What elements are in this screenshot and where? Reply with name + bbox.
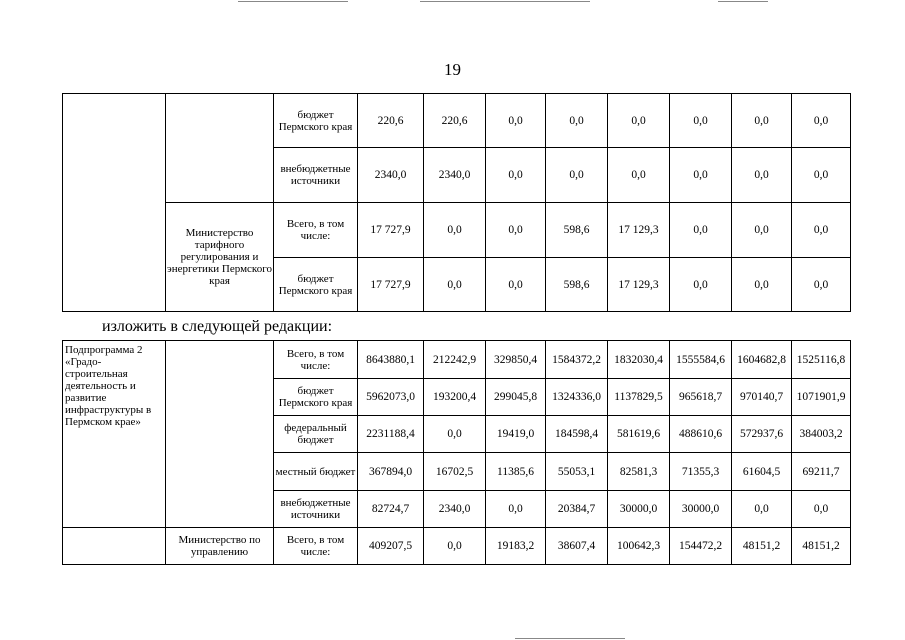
value-cell: 0,0 xyxy=(486,491,546,528)
value-cell: 1525116,8 xyxy=(792,341,851,379)
value-cell: 0,0 xyxy=(424,528,486,565)
page-number: 19 xyxy=(444,60,461,79)
value-cell: 0,0 xyxy=(732,203,792,258)
value-cell: 17 727,9 xyxy=(358,203,424,258)
value-cell: 100642,3 xyxy=(608,528,670,565)
value-cell: 299045,8 xyxy=(486,379,546,416)
value-cell: 0,0 xyxy=(486,258,546,312)
value-cell: 0,0 xyxy=(608,148,670,203)
value-cell: 55053,1 xyxy=(546,453,608,491)
value-cell: 0,0 xyxy=(732,148,792,203)
scan-line-top-left xyxy=(238,1,348,2)
value-cell: 11385,6 xyxy=(486,453,546,491)
value-cell: 0,0 xyxy=(486,94,546,148)
program-cell xyxy=(63,94,166,312)
value-cell: 1555584,6 xyxy=(670,341,732,379)
program-cell xyxy=(63,528,166,565)
value-cell: 1071901,9 xyxy=(792,379,851,416)
value-cell: 220,6 xyxy=(358,94,424,148)
program-cell: Подпрограмма 2 «Градо-строительная деятельность и развитие инфраструктуры в Пермском крае» xyxy=(63,341,166,528)
value-cell: 17 129,3 xyxy=(608,203,670,258)
value-cell: 184598,4 xyxy=(546,416,608,453)
table-row xyxy=(63,94,851,148)
scan-line-bottom xyxy=(515,638,625,639)
value-cell: 30000,0 xyxy=(670,491,732,528)
value-cell: 0,0 xyxy=(424,416,486,453)
top-table xyxy=(62,93,851,312)
value-cell: 20384,7 xyxy=(546,491,608,528)
value-cell: 0,0 xyxy=(608,94,670,148)
value-cell: 0,0 xyxy=(486,148,546,203)
executor-cell: Министерство тарифного регулирования и энергетики Пермского края xyxy=(166,203,274,312)
source-cell: бюджет Пермского края xyxy=(274,94,358,148)
source-cell: местный бюджет xyxy=(274,453,358,491)
value-cell: 61604,5 xyxy=(732,453,792,491)
value-cell: 16702,5 xyxy=(424,453,486,491)
value-cell: 581619,6 xyxy=(608,416,670,453)
value-cell: 82724,7 xyxy=(358,491,424,528)
value-cell: 48151,2 xyxy=(792,528,851,565)
value-cell: 1584372,2 xyxy=(546,341,608,379)
value-cell: 154472,2 xyxy=(670,528,732,565)
value-cell: 0,0 xyxy=(792,258,851,312)
value-cell: 367894,0 xyxy=(358,453,424,491)
value-cell: 598,6 xyxy=(546,203,608,258)
value-cell: 82581,3 xyxy=(608,453,670,491)
value-cell: 38607,4 xyxy=(546,528,608,565)
value-cell: 0,0 xyxy=(732,491,792,528)
table-row xyxy=(63,203,851,258)
executor-cell xyxy=(166,94,274,203)
value-cell: 0,0 xyxy=(670,94,732,148)
source-cell: федеральный бюджет xyxy=(274,416,358,453)
value-cell: 19183,2 xyxy=(486,528,546,565)
value-cell: 193200,4 xyxy=(424,379,486,416)
source-cell: Всего, в том числе: xyxy=(274,203,358,258)
value-cell: 598,6 xyxy=(546,258,608,312)
source-cell: Всего, в том числе: xyxy=(274,341,358,379)
source-cell: внебюджетные источники xyxy=(274,491,358,528)
value-cell: 572937,6 xyxy=(732,416,792,453)
value-cell: 329850,4 xyxy=(486,341,546,379)
value-cell: 0,0 xyxy=(792,491,851,528)
value-cell: 0,0 xyxy=(732,258,792,312)
value-cell: 71355,3 xyxy=(670,453,732,491)
value-cell: 0,0 xyxy=(486,203,546,258)
value-cell: 2340,0 xyxy=(424,491,486,528)
value-cell: 220,6 xyxy=(424,94,486,148)
table-row xyxy=(63,341,851,379)
value-cell: 384003,2 xyxy=(792,416,851,453)
bottom-table xyxy=(62,340,851,565)
value-cell: 1832030,4 xyxy=(608,341,670,379)
value-cell: 0,0 xyxy=(732,94,792,148)
executor-cell: Министерство по управлению xyxy=(166,528,274,565)
value-cell: 17 129,3 xyxy=(608,258,670,312)
value-cell: 1604682,8 xyxy=(732,341,792,379)
value-cell: 488610,6 xyxy=(670,416,732,453)
value-cell: 212242,9 xyxy=(424,341,486,379)
value-cell: 1137829,5 xyxy=(608,379,670,416)
value-cell: 2231188,4 xyxy=(358,416,424,453)
value-cell: 8643880,1 xyxy=(358,341,424,379)
value-cell: 0,0 xyxy=(424,203,486,258)
value-cell: 970140,7 xyxy=(732,379,792,416)
value-cell: 0,0 xyxy=(670,148,732,203)
scan-line-top-far xyxy=(718,1,768,2)
value-cell: 409207,5 xyxy=(358,528,424,565)
value-cell: 2340,0 xyxy=(424,148,486,203)
source-cell: Всего, в том числе: xyxy=(274,528,358,565)
table-row xyxy=(63,528,851,565)
source-cell: бюджет Пермского края xyxy=(274,379,358,416)
scan-line-top-right xyxy=(420,1,590,2)
source-cell: бюджет Пермского края xyxy=(274,258,358,312)
value-cell: 965618,7 xyxy=(670,379,732,416)
value-cell: 48151,2 xyxy=(732,528,792,565)
value-cell: 0,0 xyxy=(670,203,732,258)
section-heading: изложить в следующей редакции: xyxy=(102,318,333,335)
value-cell: 0,0 xyxy=(670,258,732,312)
value-cell: 5962073,0 xyxy=(358,379,424,416)
value-cell: 30000,0 xyxy=(608,491,670,528)
value-cell: 0,0 xyxy=(792,94,851,148)
value-cell: 2340,0 xyxy=(358,148,424,203)
value-cell: 0,0 xyxy=(424,258,486,312)
source-cell: внебюджетные источники xyxy=(274,148,358,203)
value-cell: 0,0 xyxy=(792,148,851,203)
value-cell: 0,0 xyxy=(546,148,608,203)
executor-cell xyxy=(166,341,274,528)
value-cell: 19419,0 xyxy=(486,416,546,453)
value-cell: 1324336,0 xyxy=(546,379,608,416)
value-cell: 0,0 xyxy=(546,94,608,148)
value-cell: 69211,7 xyxy=(792,453,851,491)
value-cell: 17 727,9 xyxy=(358,258,424,312)
value-cell: 0,0 xyxy=(792,203,851,258)
